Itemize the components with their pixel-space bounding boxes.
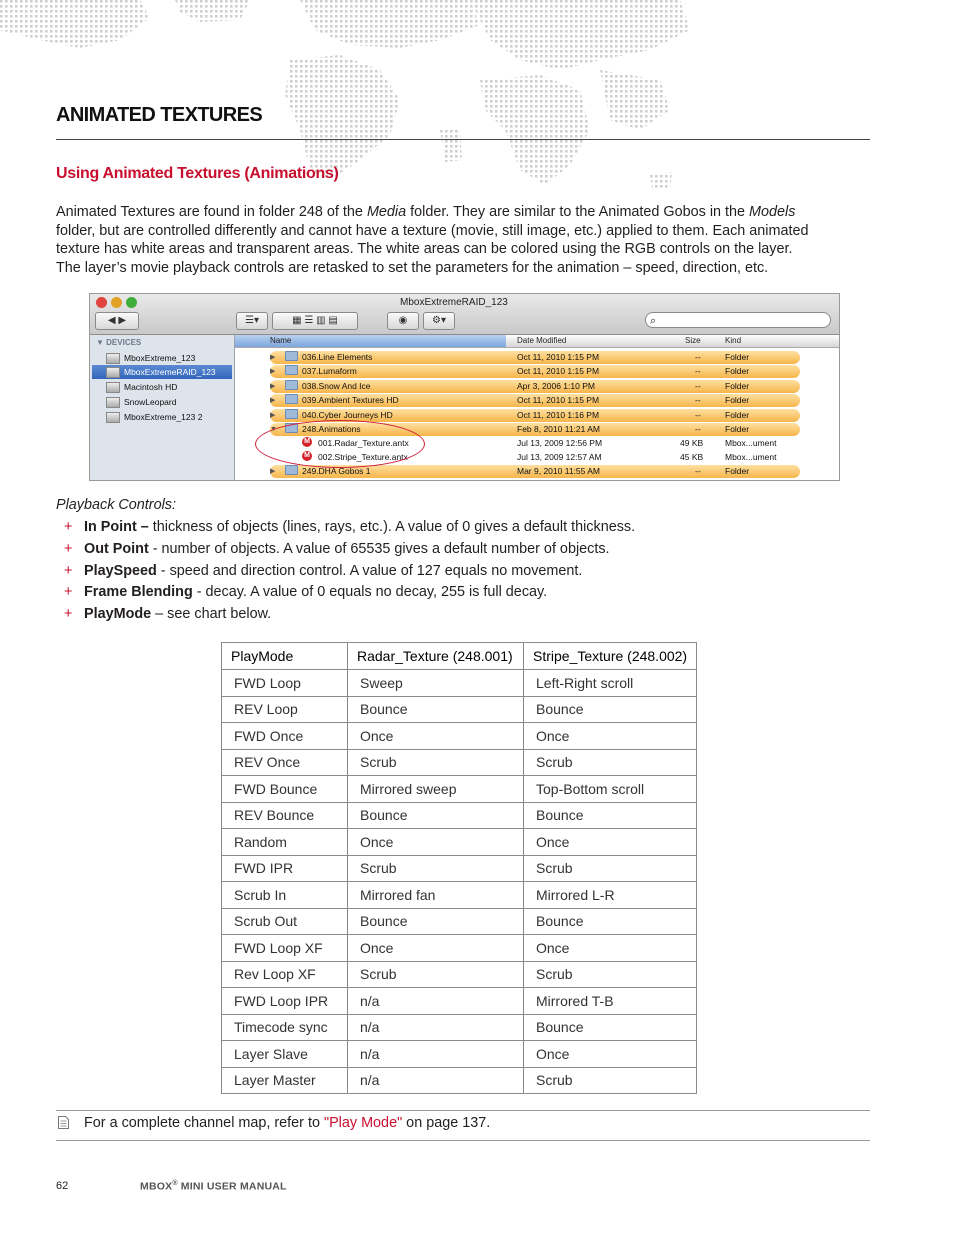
file-row: ▶ 036.Line Elements Oct 11, 2010 1:15 PM -- Folder	[270, 351, 800, 364]
table-cell: Once	[348, 935, 524, 962]
sidebar-device-selected: MboxExtremeRAID_123	[92, 365, 232, 379]
drive-icon	[106, 412, 120, 423]
table-cell: Bounce	[524, 696, 697, 723]
table-row	[222, 776, 697, 803]
table-row	[222, 908, 697, 935]
table-row	[222, 1041, 697, 1068]
file-row: ▶ 249.DHA Gobos 1 Mar 9, 2010 11:55 AM -- Folder	[270, 465, 800, 478]
table-row	[222, 988, 697, 1015]
folder-icon	[285, 365, 298, 375]
table-row	[222, 855, 697, 882]
table-cell: n/a	[348, 988, 524, 1015]
table-cell: Scrub	[524, 1067, 697, 1094]
sidebar-device: MboxExtreme_123 2	[92, 410, 232, 424]
heading-rule	[56, 139, 870, 140]
table-header: Radar_Texture (248.001)	[348, 643, 524, 670]
table-header-row	[222, 643, 697, 670]
list-header	[235, 335, 839, 348]
finder-window-title: MboxExtremeRAID_123	[400, 297, 508, 308]
table-cell: Scrub	[348, 961, 524, 988]
table-cell: FWD Loop IPR	[222, 988, 348, 1015]
table-cell: Once	[524, 829, 697, 856]
file-row-expanded: ▼ 248.Animations Feb 8, 2010 11:21 AM -- Folder	[270, 423, 800, 436]
close-light-icon	[96, 297, 107, 308]
table-cell: Left-Right scroll	[524, 670, 697, 697]
zoom-light-icon	[126, 297, 137, 308]
play-mode-link[interactable]: "Play Mode"	[323, 1115, 403, 1131]
playmode-table	[221, 642, 697, 1094]
table-cell: Layer Slave	[222, 1041, 348, 1068]
table-cell: Once	[524, 723, 697, 750]
table-cell: Scrub	[348, 855, 524, 882]
playback-item: + In Point – thickness of objects (lines, rays, etc.). A value of 0 gives a default thickness.	[64, 519, 636, 535]
finder-window-screenshot	[89, 293, 840, 481]
table-cell: FWD IPR	[222, 855, 348, 882]
table-cell: Scrub	[524, 855, 697, 882]
folder-icon	[285, 351, 298, 361]
file-row: M 002.Stripe_Texture.antx Jul 13, 2009 12:57 AM 45 KB Mbox...ument	[270, 451, 800, 464]
folder-icon	[285, 394, 298, 404]
table-cell: Scrub In	[222, 882, 348, 909]
arrange-button: ☰▾	[236, 312, 268, 330]
footer-title: MBOX® MINI USER MANUAL	[140, 1180, 287, 1193]
mbox-file-icon: M	[302, 451, 312, 461]
table-cell: Mirrored T-B	[524, 988, 697, 1015]
table-row	[222, 961, 697, 988]
table-cell: Top-Bottom scroll	[524, 776, 697, 803]
folder-icon	[285, 380, 298, 390]
intro-paragraph: Animated Textures are found in folder 248 of the Media folder. They are similar to the Animated Gobos in the Models folder, but are controlled differently and cannot have a texture (movie, still image, etc.) applied to them. Each animated texture has white areas and transparent areas. The white areas can be colored using the RGB controls on the layer. The layer’s movie playback controls are retasked to set the parameters for the animation – speed, direction, etc.	[56, 204, 809, 276]
quicklook-button: ◉	[387, 312, 419, 330]
table-row	[222, 802, 697, 829]
table-header: PlayMode	[222, 643, 348, 670]
table-cell: Rev Loop XF	[222, 961, 348, 988]
playback-item: + Out Point - number of objects. A value of 65535 gives a default number of objects.	[64, 541, 610, 557]
table-row	[222, 935, 697, 962]
table-row	[222, 696, 697, 723]
table-cell: FWD Loop	[222, 670, 348, 697]
plus-bullet-icon: +	[64, 584, 73, 600]
table-cell: Mirrored sweep	[348, 776, 524, 803]
highlight-circle	[255, 420, 425, 468]
page-heading: ANIMATED TEXTURES	[56, 104, 263, 126]
finder-toolbar	[90, 294, 839, 335]
minimize-light-icon	[111, 297, 122, 308]
table-row	[222, 749, 697, 776]
table-cell: Bounce	[348, 908, 524, 935]
mbox-file-icon: M	[302, 437, 312, 447]
column-name: Name	[235, 335, 506, 347]
playback-item: + PlayMode – see chart below.	[64, 606, 272, 622]
back-forward-buttons: ◀ ▶	[95, 312, 139, 330]
note-icon	[58, 1116, 69, 1129]
finder-search-field	[645, 312, 831, 328]
table-cell: Once	[348, 723, 524, 750]
table-cell: n/a	[348, 1067, 524, 1094]
action-button: ⚙▾	[423, 312, 455, 330]
plus-bullet-icon: +	[64, 563, 73, 579]
sidebar-device: SnowLeopard	[92, 395, 232, 409]
table-cell: n/a	[348, 1041, 524, 1068]
page-number: 62	[56, 1180, 69, 1192]
table-cell: Bounce	[348, 696, 524, 723]
note-rule-top	[56, 1110, 870, 1111]
table-cell: REV Bounce	[222, 802, 348, 829]
drive-icon	[106, 353, 120, 364]
drive-icon	[106, 367, 120, 378]
table-row	[222, 670, 697, 697]
table-cell: Mirrored fan	[348, 882, 524, 909]
table-cell: Scrub	[348, 749, 524, 776]
table-cell: n/a	[348, 1014, 524, 1041]
magnifier-icon: ⌕	[650, 315, 657, 327]
section-heading: Using Animated Textures (Animations)	[56, 165, 339, 182]
file-row: ▶ 039.Ambient Textures HD Oct 11, 2010 1:15 PM -- Folder	[270, 394, 800, 407]
finder-sidebar	[90, 335, 235, 480]
table-row	[222, 1014, 697, 1041]
table-cell: Once	[348, 829, 524, 856]
view-mode-buttons: ▦ ☰ ▥ ▤	[272, 312, 358, 330]
note-text: For a complete channel map, refer to "Play Mode" on page 137.	[84, 1115, 491, 1131]
table-cell: FWD Once	[222, 723, 348, 750]
column-kind: Kind	[725, 336, 742, 345]
playback-item: + Frame Blending - decay. A value of 0 equals no decay, 255 is full decay.	[64, 584, 548, 600]
file-row: M 001.Radar_Texture.antx Jul 13, 2009 12:56 PM 49 KB Mbox...ument	[270, 437, 800, 450]
table-cell: Random	[222, 829, 348, 856]
file-row: ▶ 038.Snow And Ice Apr 3, 2006 1:10 PM -- Folder	[270, 380, 800, 393]
column-date: Date Modified	[517, 336, 567, 345]
sidebar-devices-header: ▼ DEVICES	[96, 338, 142, 347]
folder-icon	[285, 465, 298, 475]
table-cell: Bounce	[524, 802, 697, 829]
table-cell: Mirrored L-R	[524, 882, 697, 909]
file-row: ▶ 037.Lumaform Oct 11, 2010 1:15 PM -- Folder	[270, 365, 800, 378]
table-cell: Bounce	[524, 908, 697, 935]
column-size: Size	[685, 336, 701, 345]
sidebar-device: MboxExtreme_123	[92, 351, 232, 365]
table-cell: Scrub	[524, 749, 697, 776]
table-cell: Scrub Out	[222, 908, 348, 935]
table-row	[222, 829, 697, 856]
table-row	[222, 723, 697, 750]
note-rule-bottom	[56, 1140, 870, 1141]
table-cell: REV Loop	[222, 696, 348, 723]
table-header: Stripe_Texture (248.002)	[524, 643, 697, 670]
sidebar-device: Macintosh HD	[92, 380, 232, 394]
playback-heading: Playback Controls:	[56, 497, 176, 513]
plus-bullet-icon: +	[64, 541, 73, 557]
table-row	[222, 882, 697, 909]
plus-bullet-icon: +	[64, 606, 73, 622]
table-row	[222, 1067, 697, 1094]
table-cell: Once	[524, 935, 697, 962]
table-cell: Timecode sync	[222, 1014, 348, 1041]
table-cell: Once	[524, 1041, 697, 1068]
table-cell: REV Once	[222, 749, 348, 776]
table-cell: Bounce	[348, 802, 524, 829]
drive-icon	[106, 382, 120, 393]
folder-icon	[285, 409, 298, 419]
drive-icon	[106, 397, 120, 408]
table-cell: Scrub	[524, 961, 697, 988]
table-cell: Sweep	[348, 670, 524, 697]
table-cell: FWD Loop XF	[222, 935, 348, 962]
plus-bullet-icon: +	[64, 519, 73, 535]
table-cell: FWD Bounce	[222, 776, 348, 803]
table-cell: Bounce	[524, 1014, 697, 1041]
table-cell: Layer Master	[222, 1067, 348, 1094]
file-row: ▶ 040.Cyber Journeys HD Oct 11, 2010 1:16 PM -- Folder	[270, 409, 800, 422]
playback-item: + PlaySpeed - speed and direction control. A value of 127 equals no movement.	[64, 563, 583, 579]
